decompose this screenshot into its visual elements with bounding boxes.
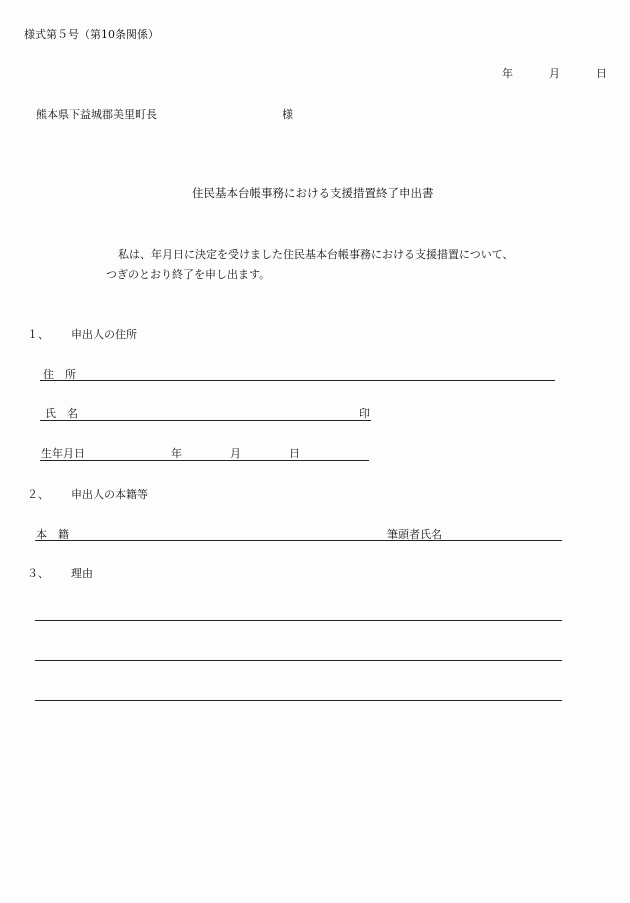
body-line-2: つぎのとおり終了を申し出ます。 bbox=[106, 268, 271, 281]
addressee: 熊本県下益城郡美里町長 bbox=[36, 108, 157, 121]
body-line-1: 私は、年月日に決定を受けました住民基本台帳事務における支援措置について、 bbox=[118, 248, 514, 261]
birthdate-field-line[interactable] bbox=[40, 460, 369, 461]
section-1-number: １、 bbox=[27, 328, 49, 341]
form-number: 様式第５号（第10条関係） bbox=[24, 28, 159, 41]
document-title: 住民基本台帳事務における支援措置終了申出書 bbox=[192, 186, 434, 200]
birthdate-label: 生年月日 bbox=[41, 447, 85, 460]
section-2-heading: 申出人の本籍等 bbox=[71, 488, 148, 501]
name-label: 氏 名 bbox=[45, 407, 78, 420]
name-field-line[interactable] bbox=[40, 420, 371, 421]
date-year-label: 年 bbox=[502, 67, 513, 80]
date-month-label: 月 bbox=[549, 67, 560, 80]
date-day-label: 日 bbox=[596, 67, 607, 80]
reason-line-1[interactable] bbox=[35, 620, 562, 621]
section-2-number: ２、 bbox=[27, 488, 49, 501]
address-label: 住 所 bbox=[43, 368, 76, 381]
birth-day-label: 日 bbox=[289, 447, 300, 460]
section-1-heading: 申出人の住所 bbox=[71, 328, 137, 341]
birth-month-label: 月 bbox=[230, 447, 241, 460]
address-field-line[interactable] bbox=[40, 380, 555, 381]
birth-year-label: 年 bbox=[171, 447, 182, 460]
domicile-field-line[interactable] bbox=[35, 540, 562, 541]
reason-line-3[interactable] bbox=[35, 700, 562, 701]
head-of-household-label: 筆頭者氏名 bbox=[387, 528, 442, 541]
section-3-heading: 理由 bbox=[71, 567, 93, 580]
domicile-label: 本 籍 bbox=[36, 528, 69, 541]
seal-mark: 印 bbox=[359, 407, 370, 420]
reason-line-2[interactable] bbox=[35, 660, 562, 661]
section-3-number: ３、 bbox=[27, 567, 49, 580]
honorific: 様 bbox=[282, 108, 293, 121]
